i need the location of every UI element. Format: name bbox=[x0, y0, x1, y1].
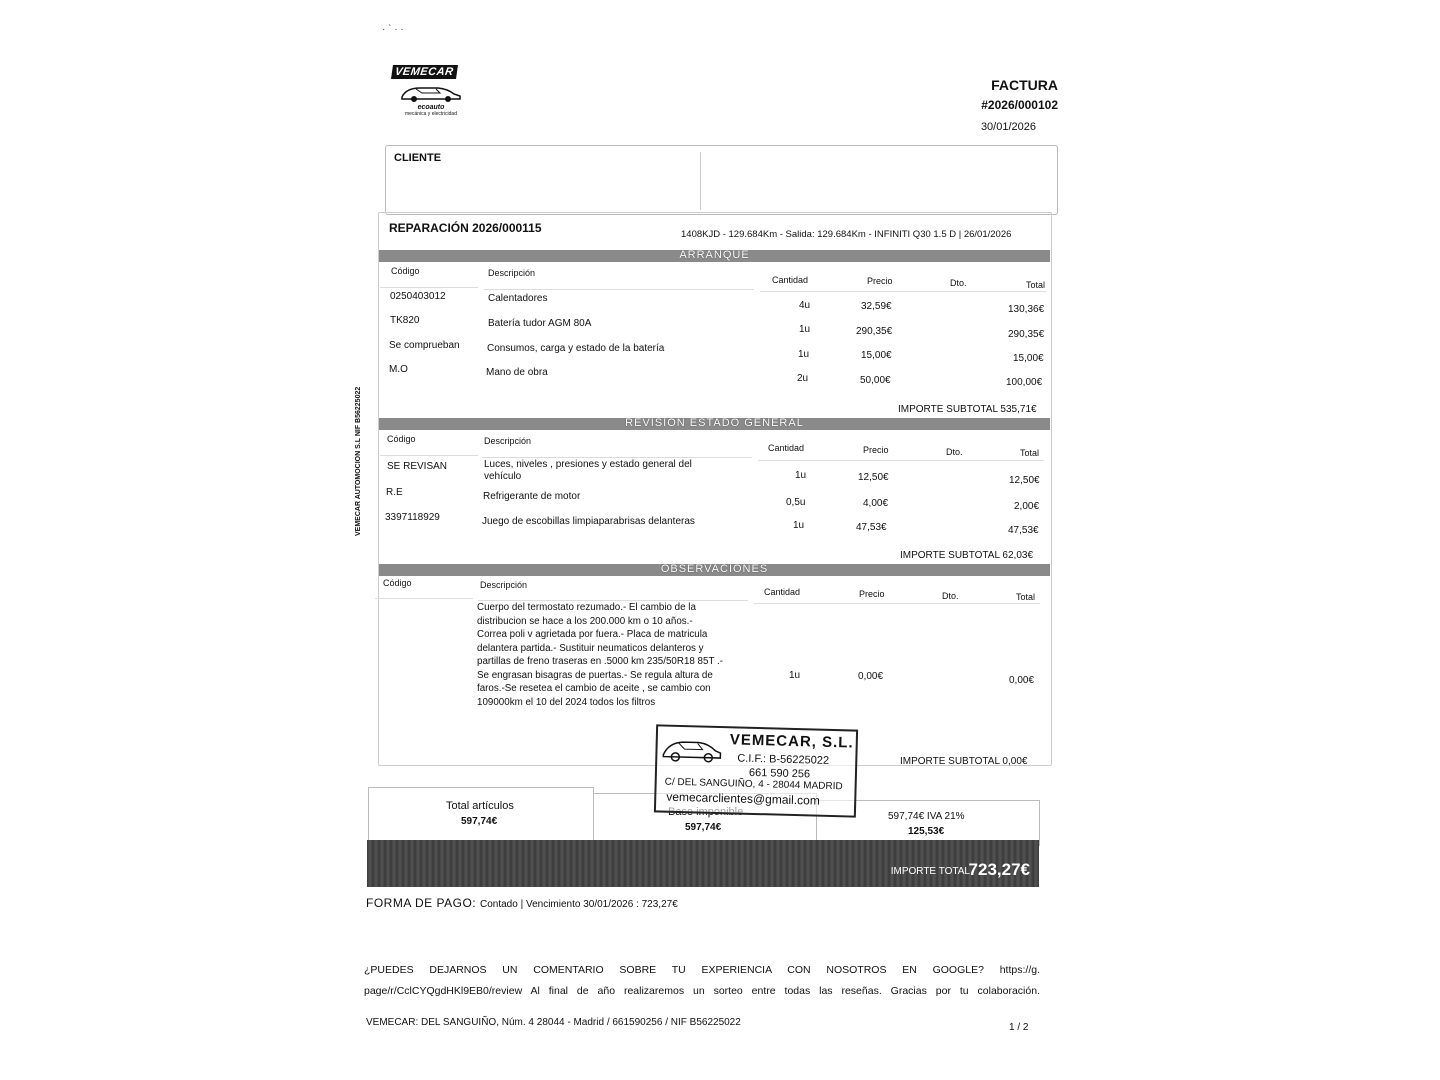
col-price-header: Precio bbox=[859, 589, 885, 599]
document-title: FACTURA bbox=[991, 77, 1058, 93]
table-cell-qty: 2u bbox=[797, 373, 809, 384]
car-logo-icon bbox=[396, 82, 466, 102]
table-cell-total: 12,50€ bbox=[1009, 475, 1040, 486]
table-cell-qty: 1u bbox=[793, 520, 805, 531]
stamp-cif: C.I.F.: B-56225022 bbox=[737, 752, 830, 767]
row-divider bbox=[482, 457, 752, 458]
table-cell-code: SE REVISAN bbox=[387, 461, 448, 472]
col-qty-header: Cantidad bbox=[772, 275, 809, 285]
col-total-header: Total bbox=[1016, 592, 1036, 602]
review-request-line2: page/r/CclCYQgdHKl9EB0/review Al final de año realizaremos un sorteo entre todas las reseñas. Gracias por tu colaboración. bbox=[364, 985, 1040, 997]
scan-artifact: · ` · · bbox=[382, 24, 404, 35]
row-divider bbox=[380, 287, 478, 288]
total-articles-value: 597,74€ bbox=[461, 816, 498, 827]
car-stamp-icon bbox=[660, 732, 723, 764]
table-cell-desc: Batería tudor AGM 80A bbox=[488, 318, 592, 329]
table-cell-price: 0,00€ bbox=[858, 671, 884, 682]
logo-brand: VEMECAR bbox=[391, 65, 457, 79]
logo-subtagline: mecánica y electricidad bbox=[405, 111, 457, 117]
repair-title: REPARACIÓN 2026/000115 bbox=[389, 221, 542, 235]
table-cell-desc: Cuerpo del termostato rezumado.- El cambio de la distribucion se hace a los 200.000 km o 10 años.- Correa poli v agrietada por fuera.- Placa de matricula delantera partida.- Sustituir neumaticos delanteros y partillas de freno traseras en .5000 km 235/50R18 85T .- Se engrasan bisagras de puertas.- Se regula altura de faros.-Se resetea el cambio de aceite , se cambio con 109000km el 10 del 2024 todos los filtros bbox=[477, 602, 723, 708]
table-cell-qty: 1u bbox=[795, 470, 807, 481]
section-title: REVISION ESTADO GENERAL bbox=[625, 417, 804, 429]
table-cell-total: 2,00€ bbox=[1014, 501, 1040, 512]
table-cell-desc: Calentadores bbox=[488, 293, 548, 304]
side-company-text: VEMECAR AUTOMOCION S.L NIF B56225022 bbox=[355, 386, 362, 536]
logo-tagline: ecoauto bbox=[417, 104, 445, 111]
col-dto-header: Dto. bbox=[950, 278, 967, 288]
table-cell-qty: 1u bbox=[789, 670, 801, 681]
table-cell-total: 15,00€ bbox=[1013, 353, 1044, 364]
section-title: ARRANQUE bbox=[679, 249, 750, 261]
invoice-date: 30/01/2026 bbox=[980, 121, 1036, 133]
table-cell-total: 290,35€ bbox=[1008, 329, 1045, 340]
table-cell-price: 50,00€ bbox=[860, 375, 891, 386]
col-total-header: Total bbox=[1026, 280, 1046, 290]
company-stamp bbox=[654, 724, 858, 817]
table-cell-desc: Consumos, carga y estado de la batería bbox=[487, 343, 665, 354]
row-divider bbox=[380, 455, 478, 456]
grand-total-value: 723,27€ bbox=[968, 860, 1030, 879]
table-cell-price: 15,00€ bbox=[861, 350, 892, 361]
grand-total-label: IMPORTE TOTAL bbox=[890, 866, 970, 877]
payment-label: FORMA DE PAGO: bbox=[366, 896, 477, 910]
client-box bbox=[385, 145, 1058, 215]
table-cell-price: 47,53€ bbox=[856, 522, 887, 533]
company-logo bbox=[392, 62, 470, 120]
table-cell-desc: Mano de obra bbox=[486, 367, 548, 378]
col-qty-header: Cantidad bbox=[764, 587, 801, 597]
table-cell-code: Se comprueban bbox=[389, 340, 460, 351]
section-band-revision bbox=[379, 418, 1050, 430]
tax-base-value: 597,74€ bbox=[685, 822, 722, 833]
table-cell-total: 100,00€ bbox=[1006, 377, 1043, 388]
repair-vehicle-info: 1408KJD - 129.684Km - Salida: 129.684Km - INFINITI Q30 1.5 D | 26/01/2026 bbox=[681, 229, 1012, 240]
col-desc-header: Descripción bbox=[484, 436, 532, 446]
table-cell-qty: 1u bbox=[799, 324, 811, 335]
table-cell-qty: 1u bbox=[798, 349, 810, 360]
col-qty-header: Cantidad bbox=[768, 443, 805, 453]
row-divider bbox=[484, 289, 754, 290]
table-cell-desc: Luces, niveles , presiones y estado general del vehículo bbox=[484, 459, 692, 482]
payment-value: Contado | Vencimiento 30/01/2026 : 723,27€ bbox=[480, 899, 678, 910]
row-divider bbox=[375, 598, 473, 599]
table-cell-code: 0250403012 bbox=[390, 291, 446, 302]
client-label: CLIENTE bbox=[394, 152, 442, 164]
col-price-header: Precio bbox=[867, 276, 893, 286]
col-desc-header: Descripción bbox=[480, 580, 528, 590]
table-cell-qty: 0,5u bbox=[786, 497, 806, 508]
col-code-header: Código bbox=[387, 434, 416, 444]
col-total-header: Total bbox=[1020, 448, 1040, 458]
section-subtotal: IMPORTE SUBTOTAL 0,00€ bbox=[900, 756, 1028, 767]
invoice-number: #2026/000102 bbox=[981, 98, 1058, 112]
table-cell-total: 0,00€ bbox=[1009, 675, 1035, 686]
col-code-header: Código bbox=[383, 578, 412, 588]
col-price-header: Precio bbox=[863, 445, 889, 455]
table-cell-desc: Refrigerante de motor bbox=[483, 491, 581, 502]
table-cell-price: 4,00€ bbox=[863, 498, 889, 509]
vat-label: 597,74€ IVA 21% bbox=[888, 811, 965, 822]
total-articles-label: Total artículos bbox=[446, 800, 514, 812]
table-cell-price: 32,59€ bbox=[861, 301, 892, 312]
table-cell-qty: 4u bbox=[799, 300, 811, 311]
row-divider bbox=[758, 460, 1044, 461]
stamp-address: C/ DEL SANGUIÑO, 4 - 28044 MADRID bbox=[664, 776, 843, 793]
table-cell-price: 12,50€ bbox=[858, 472, 889, 483]
table-cell-code: TK820 bbox=[390, 315, 420, 326]
col-dto-header: Dto. bbox=[942, 591, 959, 601]
section-subtotal: IMPORTE SUBTOTAL 535,71€ bbox=[898, 404, 1037, 415]
page-number: 1 / 2 bbox=[1009, 1022, 1029, 1033]
section-band-arranque bbox=[379, 250, 1050, 262]
row-divider bbox=[754, 603, 1040, 604]
col-dto-header: Dto. bbox=[946, 447, 963, 457]
table-cell-desc: Juego de escobillas limpiaparabrisas delanteras bbox=[482, 516, 695, 527]
table-cell-price: 290,35€ bbox=[856, 326, 893, 337]
section-band-observaciones bbox=[379, 564, 1050, 576]
stamp-company-name: VEMECAR, S.L. bbox=[729, 731, 854, 752]
client-divider bbox=[700, 152, 701, 210]
table-cell-total: 47,53€ bbox=[1008, 525, 1039, 536]
table-cell-code: R.E bbox=[386, 487, 403, 498]
table-cell-code: 3397118929 bbox=[385, 512, 440, 523]
table-cell-code: M.O bbox=[389, 364, 408, 375]
col-code-header: Código bbox=[391, 266, 420, 276]
col-desc-header: Descripción bbox=[488, 268, 536, 278]
company-footer: VEMECAR: DEL SANGUIÑO, Núm. 4 28044 - Madrid / 661590256 / NIF B56225022 bbox=[366, 1017, 741, 1028]
review-request-line1: ¿PUEDES DEJARNOS UN COMENTARIO SOBRE TU EXPERIENCIA CON NOSOTROS EN GOOGLE? https://g. bbox=[364, 964, 1040, 976]
row-divider bbox=[760, 291, 1046, 292]
table-cell-total: 130,36€ bbox=[1008, 304, 1045, 315]
vat-value: 125,53€ bbox=[908, 826, 945, 837]
grand-total-bar bbox=[367, 840, 1039, 887]
stamp-phone: 661 590 256 bbox=[748, 766, 811, 781]
section-title: OBSERVACIONES bbox=[660, 563, 769, 575]
section-subtotal: IMPORTE SUBTOTAL 62,03€ bbox=[900, 550, 1034, 561]
stamp-email: vemecarclientes@gmail.com bbox=[666, 789, 820, 808]
